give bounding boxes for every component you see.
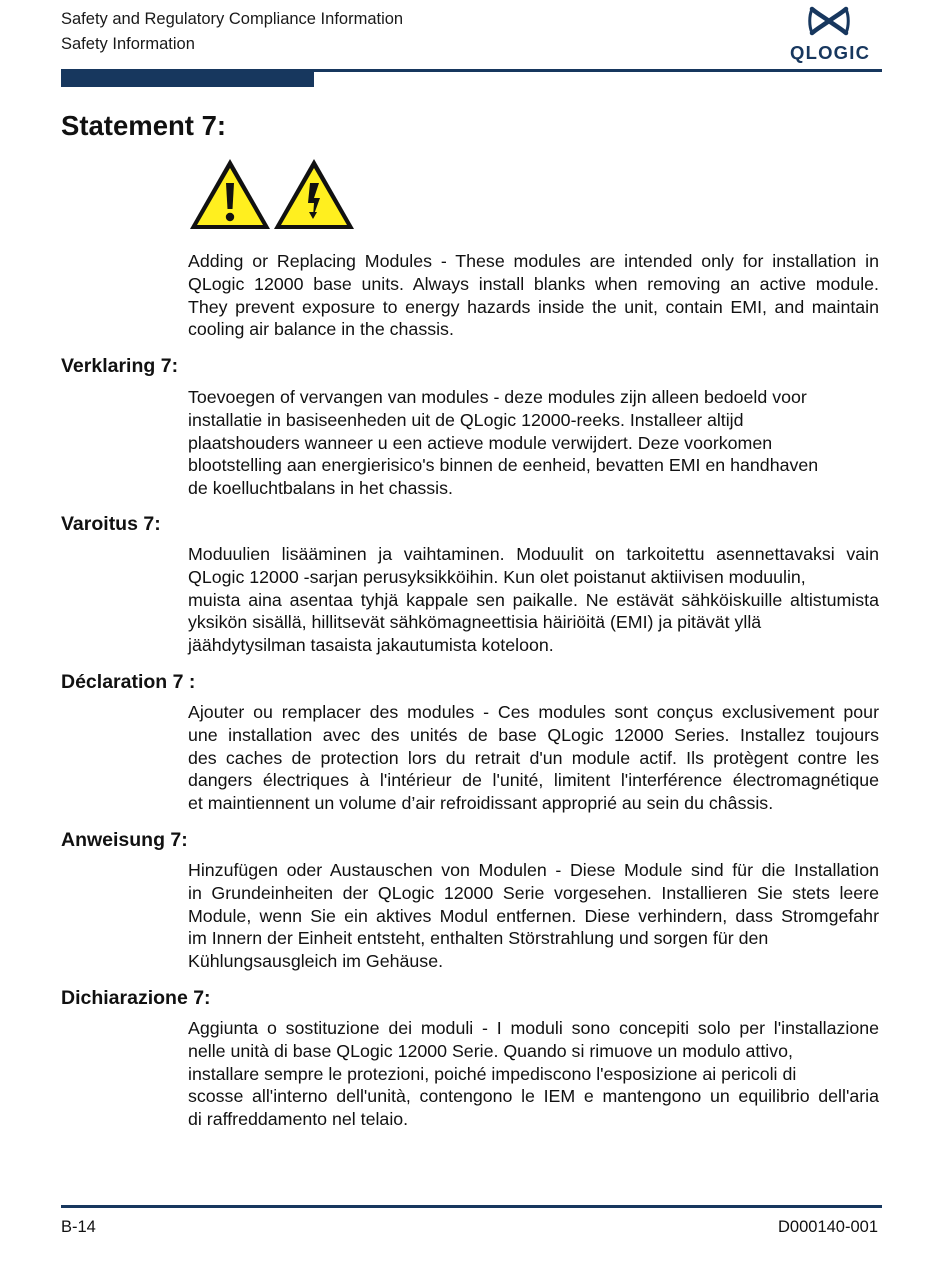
qlogic-logo bbox=[786, 6, 878, 62]
paragraph-line: Hinzufügen oder Austauschen von Modulen - Diese Module sind für die Installation bbox=[188, 860, 879, 880]
paragraph-line: di raffreddamento nel telaio. bbox=[188, 1109, 409, 1130]
paragraph-line: yksikön sisällä, hillitsevät sähkömagneettisia häiriöitä (EMI) ja pitävät yllä bbox=[188, 612, 762, 633]
heading-french: Déclaration 7 : bbox=[61, 671, 196, 693]
paragraph-line: et maintiennent un volume d’air refroidissant approprié au sein du châssis. bbox=[188, 793, 774, 814]
paragraph-line: scosse all'interno dell'unità, contengono le IEM e mantengono un equilibrio dell'aria bbox=[188, 1086, 879, 1107]
paragraph-line: jäähdytysilman tasaista jakautumista koteloon. bbox=[188, 635, 554, 656]
paragraph-line: dangers électriques à l'intérieur de l'unité, limitent l'interférence électromagnétique bbox=[188, 770, 879, 791]
paragraph-line: Module, wenn Sie ein aktives Modul entfernen. Diese verhindern, dass Stromgefahr bbox=[188, 905, 879, 926]
paragraph-line: cooling air balance in the chassis. bbox=[188, 319, 454, 340]
paragraph-line: installatie in basiseenheden uit de QLogic 12000-reeks. Installeer altijd bbox=[188, 409, 744, 430]
statement-text-dutch bbox=[188, 386, 888, 500]
footer-rule bbox=[61, 1205, 882, 1208]
paragraph-line: Ajouter ou remplacer des modules - Ces modules sont conçus exclusivement pour bbox=[188, 702, 879, 722]
paragraph-line: Kühlungsausgleich im Gehäuse. bbox=[188, 951, 444, 972]
paragraph-line: Aggiunta o sostituzione dei moduli - I moduli sono concepiti solo per l'installazione bbox=[188, 1018, 879, 1038]
statement-title: Statement 7: bbox=[61, 110, 227, 141]
paragraph-line: Toevoegen of vervangen van modules - deze modules zijn alleen bedoeld voor bbox=[188, 387, 807, 407]
paragraph-line: nelle unità di base QLogic 12000 Serie. Quando si rimuove un modulo attivo, bbox=[188, 1040, 793, 1061]
paragraph-line: de koelluchtbalans in het chassis. bbox=[188, 478, 453, 499]
statement-text-german bbox=[188, 859, 888, 973]
statement-text-english bbox=[188, 250, 888, 341]
heading-german: Anweisung 7: bbox=[61, 829, 188, 851]
heading-italian: Dichiarazione 7: bbox=[61, 987, 211, 1009]
paragraph-line: installare sempre le protezioni, poiché impediscono l'esposizione ai pericoli di bbox=[188, 1063, 797, 1084]
page-number: B-14 bbox=[61, 1218, 96, 1236]
qlogic-logo-mark-icon bbox=[808, 6, 850, 36]
hazard-icons bbox=[188, 157, 358, 233]
heading-dutch: Verklaring 7: bbox=[61, 355, 179, 377]
paragraph-line: im Innern der Einheit entsteht, enthalten Störstrahlung und sorgen für den bbox=[188, 928, 769, 949]
paragraph-line: QLogic 12000 base units. Always install blanks when removing an active module. bbox=[188, 273, 879, 294]
paragraph-line: blootstelling aan energierisico's binnen de eenheid, bevatten EMI en handhaven bbox=[188, 455, 819, 476]
paragraph-line: une installation avec des unités de base QLogic 12000 Series. Installez toujours bbox=[188, 724, 879, 745]
paragraph-line: plaatshouders wanneer u een actieve module verwijdert. Deze voorkomen bbox=[188, 432, 773, 453]
paragraph-line: in Grundeinheiten der QLogic 12000 Serie vorgesehen. Installieren Sie stets leere bbox=[188, 882, 879, 903]
paragraph-line: QLogic 12000 -sarjan perusyksikköihin. Kun olet poistanut aktiivisen moduulin, bbox=[188, 566, 806, 587]
document-number: D000140-001 bbox=[778, 1218, 878, 1236]
paragraph-line: Adding or Replacing Modules - These modules are intended only for installation in bbox=[188, 251, 879, 271]
paragraph-line: des caches de protection lors du retrait d'un module actif. Ils protègent contre les bbox=[188, 747, 879, 768]
paragraph-line: Moduulien lisääminen ja vaihtaminen. Moduulit on tarkoitettu asennettavaksi vain bbox=[188, 544, 879, 564]
qlogic-logo-wordmark: QLOGIC bbox=[790, 42, 871, 63]
running-header-title: Safety and Regulatory Compliance Information bbox=[61, 10, 404, 28]
header-accent-bar bbox=[61, 69, 314, 87]
statement-text-finnish bbox=[188, 543, 888, 657]
paragraph-line: muista aina asentaa tyhjä kappale sen paikalle. Ne estävät sähköiskuille altistumista bbox=[188, 589, 879, 610]
statement-text-italian bbox=[188, 1017, 888, 1131]
warning-exclamation-icon bbox=[190, 159, 270, 229]
electrical-hazard-icon bbox=[274, 159, 354, 229]
heading-finnish: Varoitus 7: bbox=[61, 513, 161, 535]
statement-text-french bbox=[188, 701, 888, 815]
paragraph-line: They prevent exposure to energy hazards inside the unit, contain EMI, and maintain bbox=[188, 296, 879, 317]
running-header-subtitle: Safety Information bbox=[61, 35, 195, 53]
